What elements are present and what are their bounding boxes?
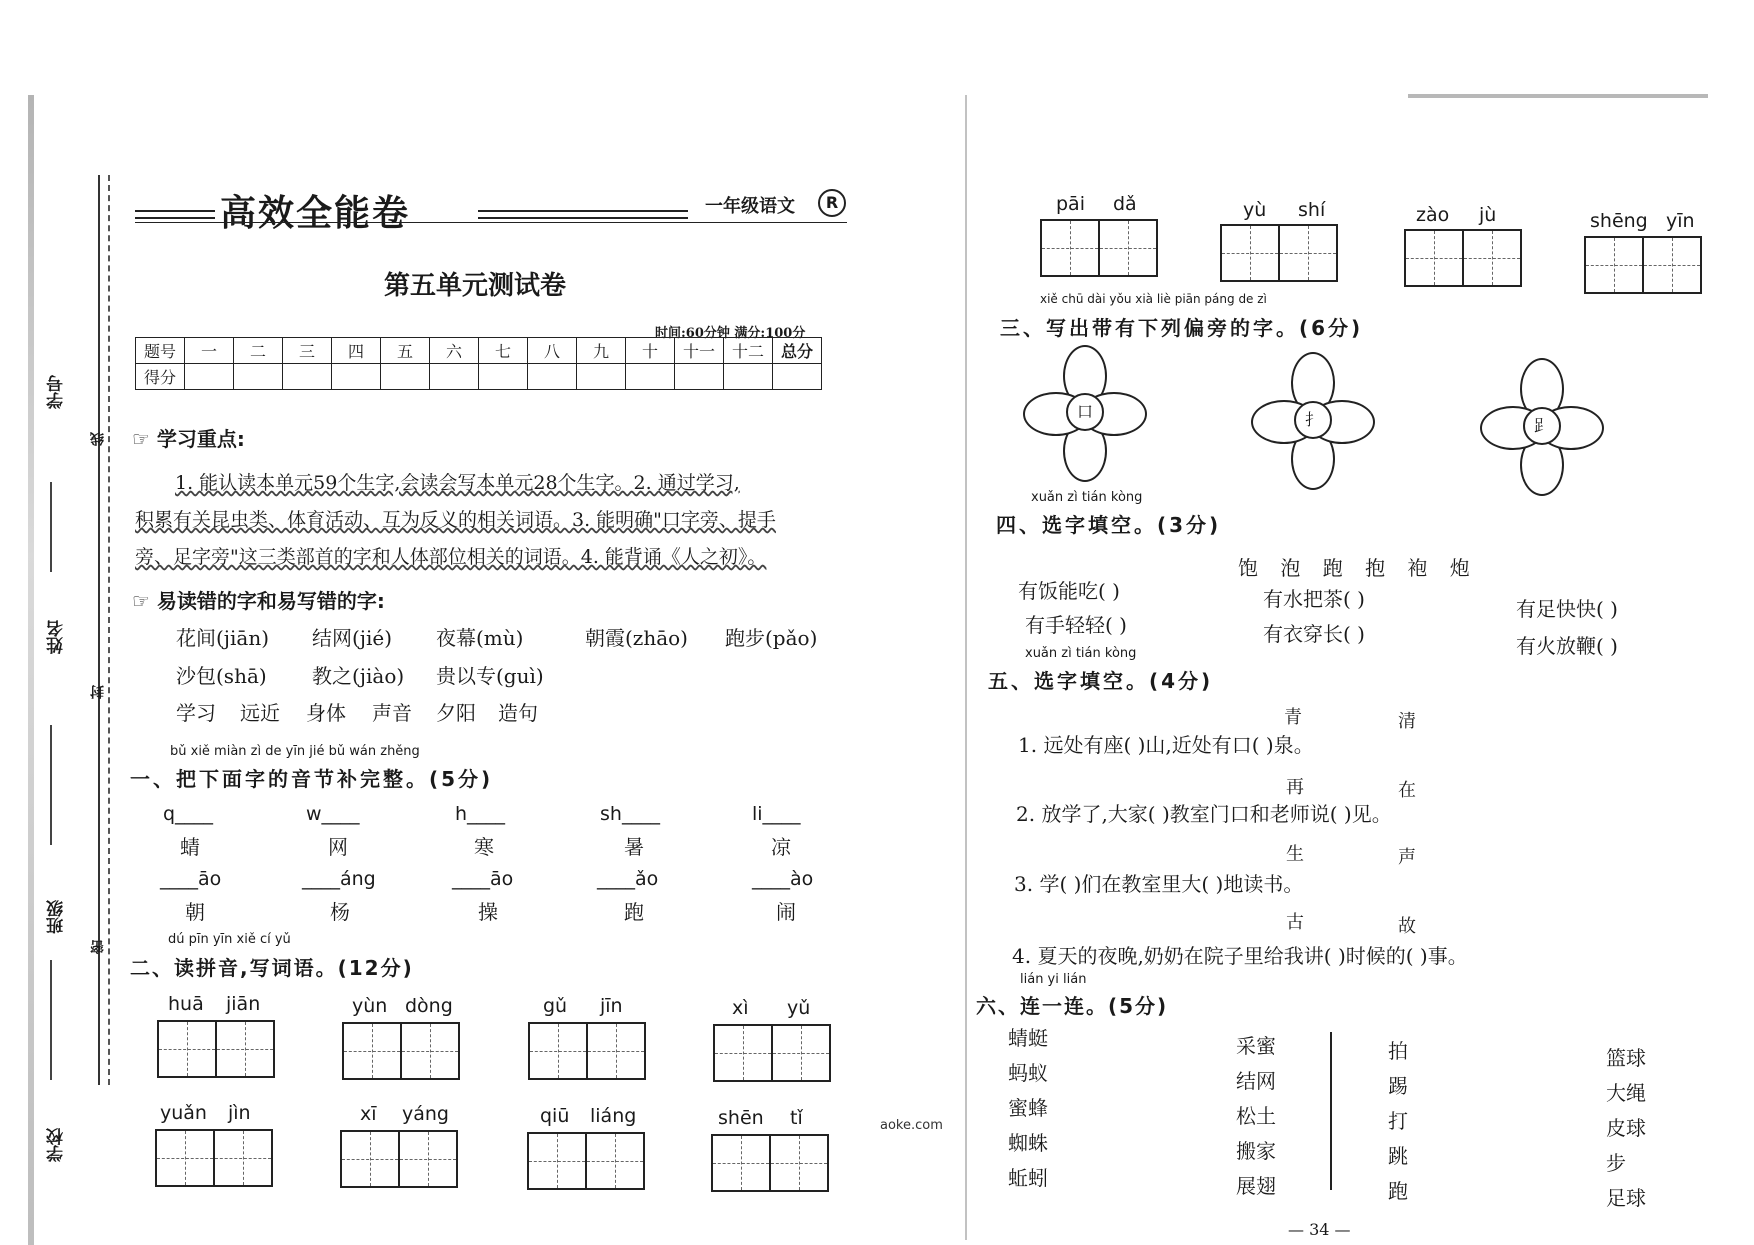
score-col: 九 — [577, 338, 626, 364]
writing-grid[interactable] — [711, 1134, 829, 1192]
score-cell[interactable] — [430, 364, 479, 390]
q1-char: 寒 — [474, 835, 494, 859]
q1-char: 杨 — [330, 900, 350, 924]
writing-grid[interactable] — [155, 1129, 273, 1187]
score-cell[interactable] — [577, 364, 626, 390]
focus-line: 积累有关昆虫类、体育活动、互为反义的相关词语。3. 能明确"口字旁、提手 — [135, 509, 776, 531]
q1-syllable[interactable]: ____āo — [452, 868, 514, 890]
q5-choice: 清 — [1398, 711, 1416, 732]
q1-syllable[interactable]: w____ — [306, 803, 360, 825]
writing-grid[interactable] — [1584, 236, 1702, 294]
score-cell[interactable] — [528, 364, 577, 390]
flower-center-radical: 扌 — [1294, 401, 1332, 439]
focus-line: 1. 能认读本单元59个生字,会读会写本单元28个生字。2. 通过学习, — [175, 472, 740, 494]
writing-grid[interactable] — [157, 1020, 275, 1078]
brand-title: 高效全能卷 — [220, 193, 411, 234]
q1-char: 朝 — [185, 900, 205, 924]
q4-item[interactable]: 有手轻轻( ) — [1025, 613, 1127, 637]
match-action[interactable]: 松土 — [1236, 1104, 1276, 1128]
q1-char: 网 — [328, 835, 348, 859]
easy-word: 沙包(shā) — [176, 664, 267, 688]
q5-choice: 在 — [1398, 780, 1416, 801]
q5-item[interactable]: 4. 夏天的夜晚,奶奶在院子里给我讲( )时候的( )事。 — [1012, 944, 1468, 968]
q5-item[interactable]: 1. 远处有座( )山,近处有口( )泉。 — [1018, 733, 1314, 757]
score-col: 一 — [185, 338, 234, 364]
score-row-label: 得分 — [136, 364, 185, 390]
match-object[interactable]: 皮球 — [1606, 1116, 1646, 1140]
binding-dashed-line — [108, 175, 110, 1085]
q4-item[interactable]: 有足快快( ) — [1516, 597, 1618, 621]
writing-grid[interactable] — [528, 1022, 646, 1080]
q2-pinyin-syllable: qiū — [540, 1105, 570, 1127]
q4-heading: 四、选字填空。(3分) — [996, 513, 1222, 537]
q4-item[interactable]: 有水把茶( ) — [1263, 587, 1365, 611]
score-col: 十 — [626, 338, 675, 364]
q4-item[interactable]: 有火放鞭( ) — [1516, 634, 1618, 658]
score-cell[interactable] — [479, 364, 528, 390]
header-rule-right — [478, 210, 688, 219]
q2-pinyin-syllable: liáng — [590, 1105, 637, 1127]
easy-word: 跑步(pǎo) — [725, 626, 818, 650]
easy-word: 夕阳 — [436, 701, 476, 725]
header-underline — [135, 222, 847, 223]
q1-char: 暑 — [624, 835, 644, 859]
q5-choice: 古 — [1286, 912, 1304, 933]
match-verb[interactable]: 打 — [1388, 1109, 1408, 1133]
side-mark-feng: 封 — [90, 685, 106, 699]
q2-pinyin-syllable: yǔ — [787, 997, 811, 1019]
q1-pinyin: bǔ xiě miàn zì de yīn jié bǔ wán zhěng — [170, 744, 420, 759]
q1-char: 跑 — [624, 900, 644, 924]
writing-grid[interactable] — [1404, 229, 1522, 287]
side-mark-xian: 线 — [90, 432, 106, 446]
score-col: 十二 — [724, 338, 773, 364]
page-edge-shadow — [28, 95, 34, 1245]
easy-word: 远近 — [240, 701, 280, 725]
q5-item[interactable]: 3. 学( )们在教室里大( )地读书。 — [1014, 872, 1304, 896]
q5-heading: 五、选字填空。(4分) — [988, 669, 1214, 693]
q1-syllable[interactable]: ____ǎo — [597, 868, 659, 890]
top-pinyin-syllable: pāi — [1056, 193, 1085, 215]
top-pinyin-syllable: dǎ — [1113, 193, 1137, 215]
writing-grid[interactable] — [713, 1024, 831, 1082]
match-insect[interactable]: 蚂蚁 — [1008, 1061, 1048, 1085]
side-label-xingming: 姓名 — [47, 620, 67, 654]
score-cell[interactable] — [332, 364, 381, 390]
easy-word: 花间(jiān) — [176, 626, 270, 650]
q1-syllable[interactable]: sh____ — [600, 803, 660, 825]
easy-word: 夜幕(mù) — [436, 626, 524, 650]
edition-badge: R — [818, 189, 846, 217]
q2-pinyin-syllable: jīn — [600, 995, 623, 1017]
q5-item[interactable]: 2. 放学了,大家( )教室门口和老师说( )见。 — [1016, 802, 1392, 826]
easy-word: 学习 — [176, 701, 216, 725]
match-verb[interactable]: 拍 — [1388, 1039, 1408, 1063]
writing-grid[interactable] — [340, 1130, 458, 1188]
page-title: 第五单元测试卷 — [384, 271, 567, 301]
focus-heading: ☞ 学习重点: — [132, 427, 245, 451]
top-pinyin-syllable: zào — [1416, 204, 1450, 226]
q5-choice: 生 — [1286, 844, 1304, 865]
easy-word: 朝霞(zhāo) — [585, 626, 688, 650]
easy-word: 贵以专(guì) — [436, 664, 544, 688]
match-object[interactable]: 足球 — [1606, 1186, 1646, 1210]
match-verb[interactable]: 跳 — [1388, 1144, 1408, 1168]
q5-choice: 声 — [1398, 847, 1416, 868]
flower-center-radical: 𧾷 — [1523, 407, 1561, 445]
q5-pinyin: xuǎn zì tián kòng — [1025, 646, 1137, 661]
match-insect[interactable]: 蚯蚓 — [1008, 1166, 1048, 1190]
q1-syllable[interactable]: ____ào — [752, 868, 814, 890]
match-action[interactable]: 结网 — [1236, 1069, 1276, 1093]
easy-word: 结网(jié) — [312, 626, 393, 650]
writing-grid[interactable] — [1040, 219, 1158, 277]
easy-word: 教之(jiào) — [312, 664, 405, 688]
score-row-label: 题号 — [136, 338, 185, 364]
q2-pinyin-syllable: yùn — [352, 995, 388, 1017]
score-cell[interactable] — [724, 364, 773, 390]
writing-grid[interactable] — [342, 1022, 460, 1080]
easy-word: 造句 — [498, 701, 538, 725]
q1-syllable[interactable]: li____ — [752, 803, 801, 825]
side-label-xuehao: 学号 — [47, 375, 67, 409]
time-info: 时间:60分钟 满分:100分 — [655, 326, 806, 341]
match-insect[interactable]: 蜻蜓 — [1008, 1026, 1048, 1050]
score-cell[interactable] — [381, 364, 430, 390]
side-mark-mi: 密 — [90, 940, 106, 954]
side-label-xuexiao: 学校 — [47, 1128, 67, 1162]
match-divider — [1330, 1032, 1332, 1190]
score-cell[interactable] — [185, 364, 234, 390]
q5-choice: 故 — [1398, 916, 1416, 937]
q2-heading: 二、读拼音,写词语。(12分) — [130, 956, 414, 980]
writing-grid[interactable] — [527, 1132, 645, 1190]
score-table — [135, 337, 822, 390]
q2-pinyin-syllable: yuǎn — [160, 1102, 207, 1124]
top-edge-shadow — [1408, 94, 1708, 98]
q2-pinyin-syllable: dòng — [405, 995, 453, 1017]
match-action[interactable]: 采蜜 — [1236, 1034, 1276, 1058]
side-blank-line — [50, 960, 52, 1080]
score-cell[interactable] — [773, 364, 822, 390]
match-object[interactable]: 篮球 — [1606, 1046, 1646, 1070]
q4-item[interactable]: 有衣穿长( ) — [1263, 622, 1365, 646]
score-cell[interactable] — [234, 364, 283, 390]
match-action[interactable]: 搬家 — [1236, 1139, 1276, 1163]
q6-heading: 六、连一连。(5分) — [976, 994, 1169, 1018]
top-pinyin-syllable: yīn — [1666, 210, 1695, 232]
q6-pinyin: lián yi lián — [1020, 972, 1087, 987]
q1-syllable[interactable]: h____ — [455, 803, 506, 825]
flower-center-radical: 口 — [1066, 393, 1104, 431]
q4-pinyin: xuǎn zì tián kòng — [1031, 490, 1143, 505]
score-col: 八 — [528, 338, 577, 364]
q3-pinyin: xiě chū dài yǒu xià liè piān páng de zì — [1040, 292, 1267, 306]
score-cell[interactable] — [626, 364, 675, 390]
q1-syllable[interactable]: ____áng — [302, 868, 376, 890]
q2-pinyin-syllable: gǔ — [543, 995, 568, 1017]
match-object[interactable]: 大绳 — [1606, 1081, 1646, 1105]
side-blank-line — [50, 725, 52, 845]
easy-word: 身体 — [306, 701, 346, 725]
watermark-text: aoke.com — [880, 1118, 943, 1133]
easy-heading: ☞ 易读错的字和易写错的字: — [132, 589, 385, 613]
score-col: 三 — [283, 338, 332, 364]
top-pinyin-syllable: yù — [1243, 199, 1267, 221]
score-col: 五 — [381, 338, 430, 364]
match-action[interactable]: 展翅 — [1236, 1174, 1276, 1198]
top-pinyin-syllable: jù — [1479, 204, 1497, 226]
q2-pinyin-syllable: xì — [732, 997, 749, 1019]
q2-pinyin-syllable: jìn — [228, 1102, 251, 1124]
match-verb[interactable]: 踢 — [1388, 1074, 1408, 1098]
easy-word: 声音 — [372, 701, 412, 725]
side-label-banji: 班级 — [47, 900, 67, 934]
q2-pinyin-syllable: tǐ — [790, 1107, 803, 1129]
score-col: 二 — [234, 338, 283, 364]
q2-pinyin-syllable: huā — [168, 993, 204, 1015]
q2-pinyin: dú pīn yīn xiě cí yǔ — [168, 932, 291, 947]
score-cell[interactable] — [675, 364, 724, 390]
grade-label: 一年级语文 — [705, 196, 795, 217]
score-col-total: 总分 — [773, 338, 822, 364]
match-verb[interactable]: 跑 — [1388, 1179, 1408, 1203]
q2-pinyin-syllable: yáng — [402, 1103, 449, 1125]
match-insect[interactable]: 蜘蛛 — [1008, 1131, 1048, 1155]
q2-pinyin-syllable: jiān — [226, 993, 261, 1015]
focus-line: 旁、足字旁"这三类部首的字和人体部位相关的词语。4. 能背诵《人之初》。 — [135, 546, 767, 568]
score-col: 六 — [430, 338, 479, 364]
q1-heading: 一、把下面字的音节补完整。(5分) — [130, 767, 494, 791]
score-cell[interactable] — [283, 364, 332, 390]
q4-choices: 饱 泡 跑 抱 袍 炮 — [1238, 556, 1478, 580]
right-page — [968, 0, 1754, 1240]
score-col: 四 — [332, 338, 381, 364]
q2-pinyin-syllable: shēn — [718, 1107, 764, 1129]
page-fold — [965, 95, 967, 1240]
q1-syllable[interactable]: ____āo — [160, 868, 222, 890]
page-number: — 34 — — [1288, 1220, 1351, 1239]
side-blank-line — [50, 482, 52, 572]
q5-choice: 再 — [1286, 777, 1304, 798]
match-object[interactable]: 步 — [1606, 1151, 1626, 1175]
match-insect[interactable]: 蜜蜂 — [1008, 1096, 1048, 1120]
top-pinyin-syllable: shí — [1298, 199, 1326, 221]
score-col: 七 — [479, 338, 528, 364]
q4-item[interactable]: 有饭能吃( ) — [1018, 579, 1120, 603]
q5-choice: 青 — [1284, 707, 1302, 728]
header-rule-left — [135, 210, 215, 219]
q1-char: 闹 — [776, 900, 796, 924]
q2-pinyin-syllable: xī — [360, 1103, 377, 1125]
top-pinyin-syllable: shēng — [1590, 210, 1648, 232]
score-col: 十一 — [675, 338, 724, 364]
writing-grid[interactable] — [1220, 224, 1338, 282]
q1-char: 操 — [478, 900, 498, 924]
q1-char: 蜻 — [180, 835, 200, 859]
q1-char: 凉 — [771, 835, 791, 859]
q1-syllable[interactable]: q____ — [163, 803, 214, 825]
q3-heading: 三、写出带有下列偏旁的字。(6分) — [1000, 316, 1364, 340]
